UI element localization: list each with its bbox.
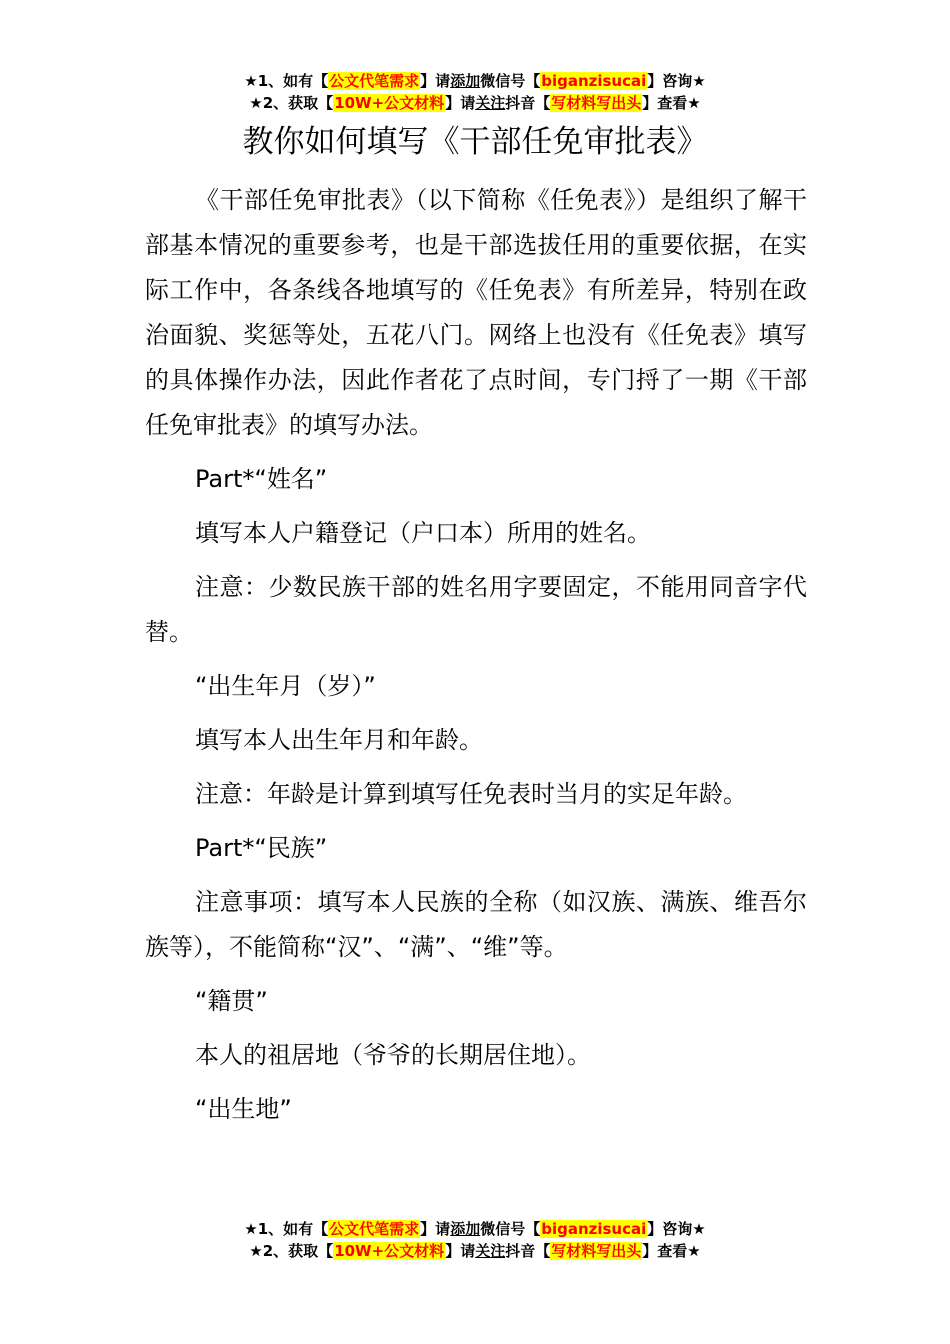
banner-highlight: 写材料写出头 [551, 1242, 642, 1260]
paragraph-intro: 《干部任免审批表》（以下简称《任免表》）是组织了解干部基本情况的重要参考，也是干部选拔任用的重要依据，在实际工作中，各条线各地填写的《任免表》有所差异，特别在政治面貌、奖惩等处，五花八门。网络上也没有《任免表》填写的具体操作办法，因此作者花了点时间，专门捋了一期《干部任免审批表》的填写办法。 [145, 186, 807, 439]
banner-text: ★1、如有【 [244, 72, 329, 90]
banner-highlight: 10W+公文材料 [334, 1242, 445, 1260]
banner-text: ★1、如有【 [244, 1220, 329, 1238]
banner-highlight: biganzisucai [541, 72, 647, 90]
banner-text: 抖音【 [505, 94, 551, 112]
paragraph-note: 注意事项：填写本人民族的全称（如汉族、满族、维吾尔族等），不能简称“汉”、“满”、“维”等。 [145, 888, 807, 961]
banner-highlight: 10W+公文材料 [334, 94, 445, 112]
banner-text: ★2、获取【 [249, 1242, 334, 1260]
footer-banner [0, 1218, 950, 1262]
banner-text: 】请 [420, 72, 451, 90]
banner-highlight: biganzisucai [541, 1220, 647, 1238]
banner-highlight: 公文代笔需求 [329, 1220, 420, 1238]
banner-line-1 [0, 70, 950, 92]
banner-text: 】查看★ [642, 94, 701, 112]
banner-text: 】请 [420, 1220, 451, 1238]
header-banner [0, 70, 950, 114]
banner-line-2 [0, 92, 950, 114]
paragraph-note: 注意：年龄是计算到填写任免表时当月的实足年龄。 [195, 780, 747, 808]
banner-underlined: 添加 [450, 72, 481, 90]
paragraph: 填写本人出生年月和年龄。 [195, 726, 483, 754]
banner-underlined: 关注 [475, 94, 506, 112]
banner-text: 抖音【 [505, 1242, 551, 1260]
paragraph: 填写本人户籍登记（户口本）所用的姓名。 [195, 519, 651, 547]
banner-line-2 [0, 1240, 950, 1262]
paragraph-note: 注意：少数民族干部的姓名用字要固定，不能用同音字代替。 [145, 573, 807, 646]
page-title: 教你如何填写《干部任免审批表》 [242, 124, 708, 160]
banner-text: 】请 [445, 94, 476, 112]
banner-line-1 [0, 1218, 950, 1240]
paragraph: 本人的祖居地（爷爷的长期居住地）。 [195, 1041, 591, 1069]
banner-text: 微信号【 [480, 72, 541, 90]
section-heading-origin: “籍贯” [195, 987, 268, 1015]
banner-text: 】请 [445, 1242, 476, 1260]
section-heading-birthplace: “出生地” [195, 1095, 292, 1123]
banner-text: 】查看★ [642, 1242, 701, 1260]
section-heading-birth: “出生年月（岁）” [195, 672, 376, 700]
banner-highlight: 公文代笔需求 [329, 72, 420, 90]
banner-text: 微信号【 [480, 1220, 541, 1238]
section-heading-ethnicity: Part*“民族” [195, 834, 328, 862]
banner-highlight: 写材料写出头 [551, 94, 642, 112]
document-body [145, 178, 807, 1141]
banner-text: 】咨询★ [647, 72, 706, 90]
section-heading-name: Part*“姓名” [195, 465, 328, 493]
banner-text: ★2、获取【 [249, 94, 334, 112]
banner-text: 】咨询★ [647, 1220, 706, 1238]
banner-underlined: 关注 [475, 1242, 506, 1260]
banner-underlined: 添加 [450, 1220, 481, 1238]
